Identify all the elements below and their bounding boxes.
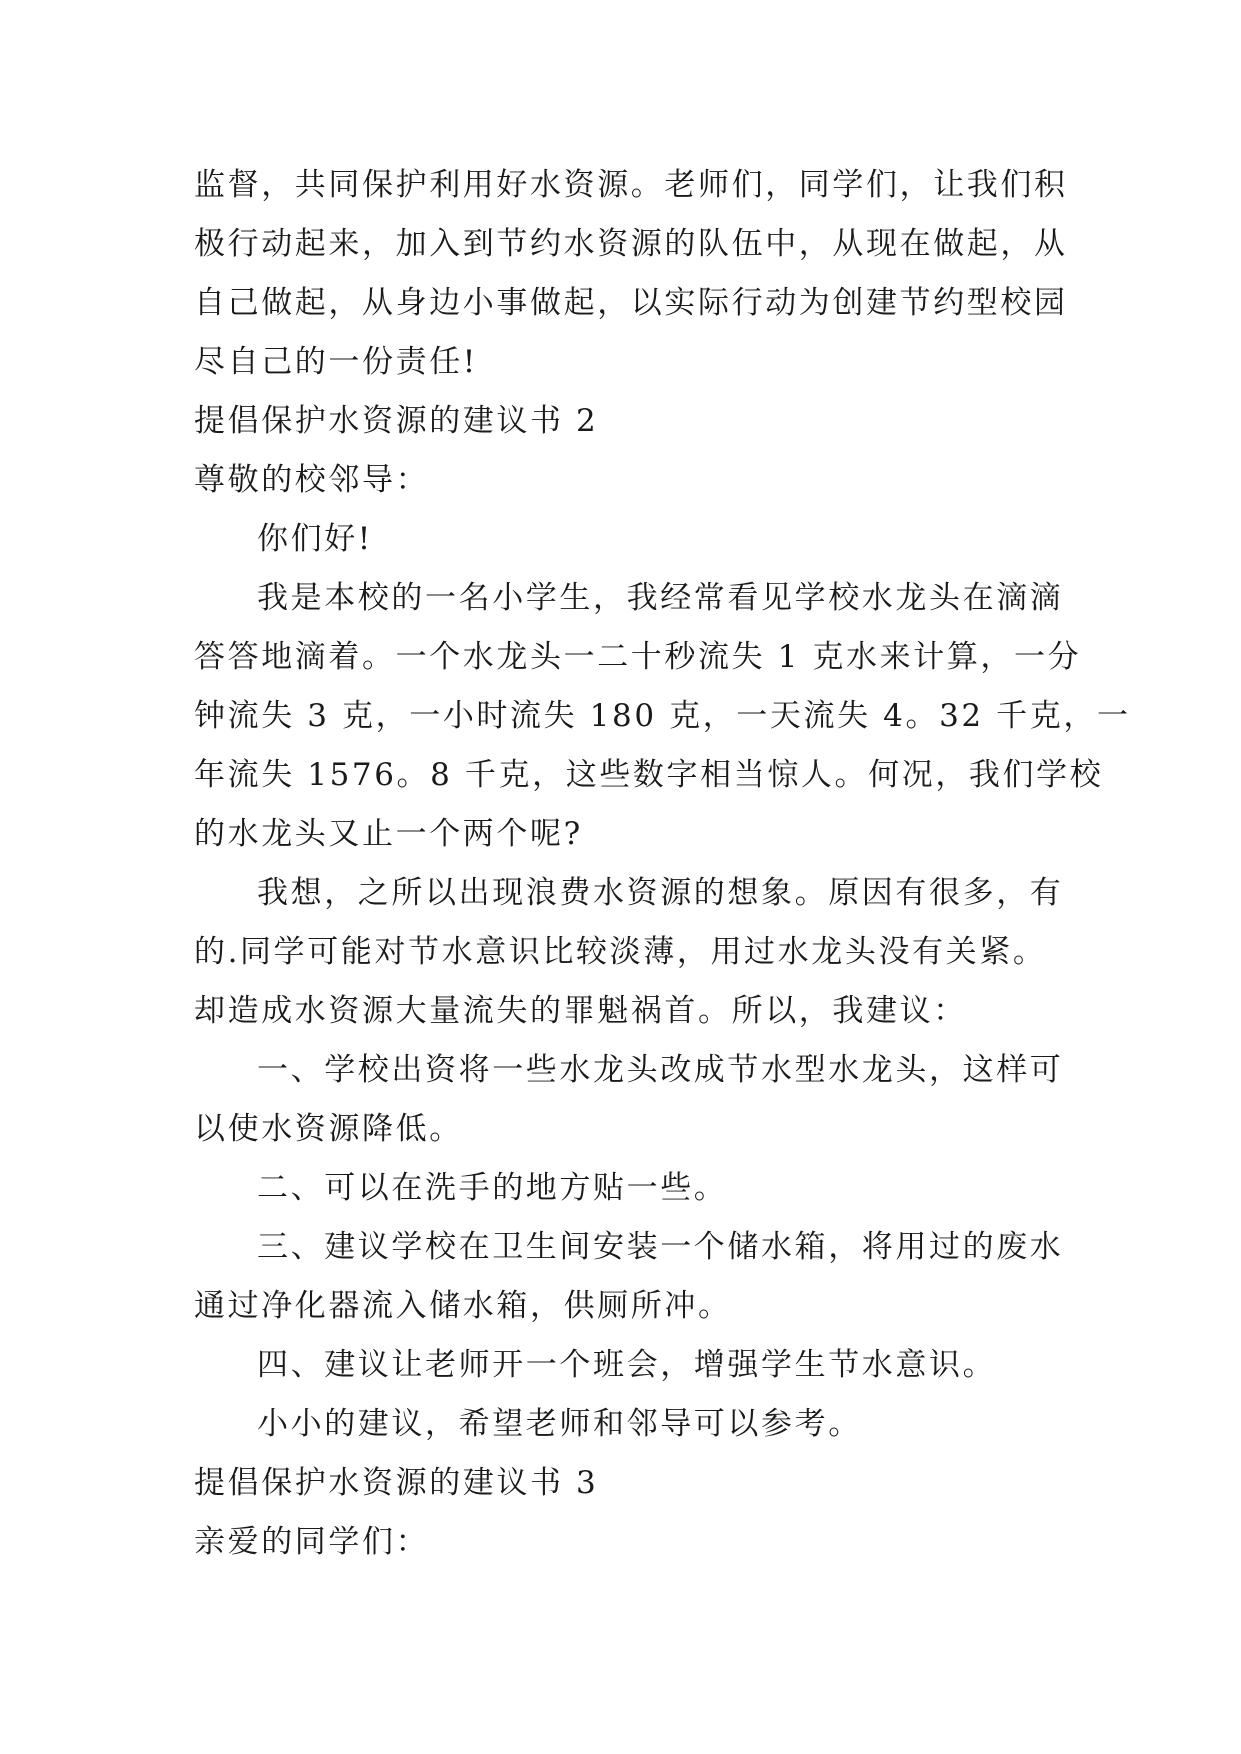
body-line: 却造成水资源大量流失的罪魁祸首。所以，我建议：	[194, 993, 967, 1029]
suggestion-item: 四、建议让老师开一个班会，增强学生节水意识。	[257, 1347, 997, 1383]
body-line: 以使水资源降低。	[194, 1111, 463, 1147]
salutation: 尊敬的校邻导：	[194, 462, 430, 498]
body-line: 答答地滴着。一个水龙头一二十秒流失 1 克水来计算，一分	[194, 639, 1082, 675]
body-line: 尽自己的一份责任!	[194, 344, 478, 380]
document-body	[194, 156, 1131, 1572]
greeting: 你们好!	[257, 521, 373, 557]
salutation: 亲爱的同学们：	[194, 1524, 430, 1560]
body-line: 年流失 1576。8 千克，这些数字相当惊人。何况，我们学校	[194, 757, 1104, 793]
body-line: 钟流失 3 克，一小时流失 180 克，一天流失 4。32 千克，一	[194, 698, 1131, 734]
closing-line: 小小的建议，希望老师和邻导可以参考。	[257, 1406, 862, 1442]
body-line: 我想，之所以出现浪费水资源的想象。原因有很多，有	[257, 875, 1064, 911]
body-line: 极行动起来，加入到节约水资源的队伍中，从现在做起，从	[194, 226, 1068, 262]
body-line: 我是本校的一名小学生，我经常看见学校水龙头在滴滴	[257, 580, 1064, 616]
suggestion-item: 三、建议学校在卫生间安装一个储水箱，将用过的废水	[257, 1229, 1064, 1265]
body-line: 通过净化器流入储水箱，供厕所冲。	[194, 1288, 732, 1324]
body-line: 自己做起，从身边小事做起，以实际行动为创建节约型校园	[194, 285, 1068, 321]
body-line: 的.同学可能对节水意识比较淡薄，用过水龙头没有关紧。	[194, 934, 1047, 970]
section-heading: 提倡保护水资源的建议书 3	[194, 1465, 599, 1501]
suggestion-item: 二、可以在洗手的地方贴一些。	[257, 1170, 728, 1206]
body-line: 的水龙头又止一个两个呢?	[194, 816, 583, 852]
suggestion-item: 一、学校出资将一些水龙头改成节水型水龙头，这样可	[257, 1052, 1064, 1088]
body-line: 监督，共同保护利用好水资源。老师们，同学们，让我们积	[194, 167, 1068, 203]
section-heading: 提倡保护水资源的建议书 2	[194, 403, 599, 439]
